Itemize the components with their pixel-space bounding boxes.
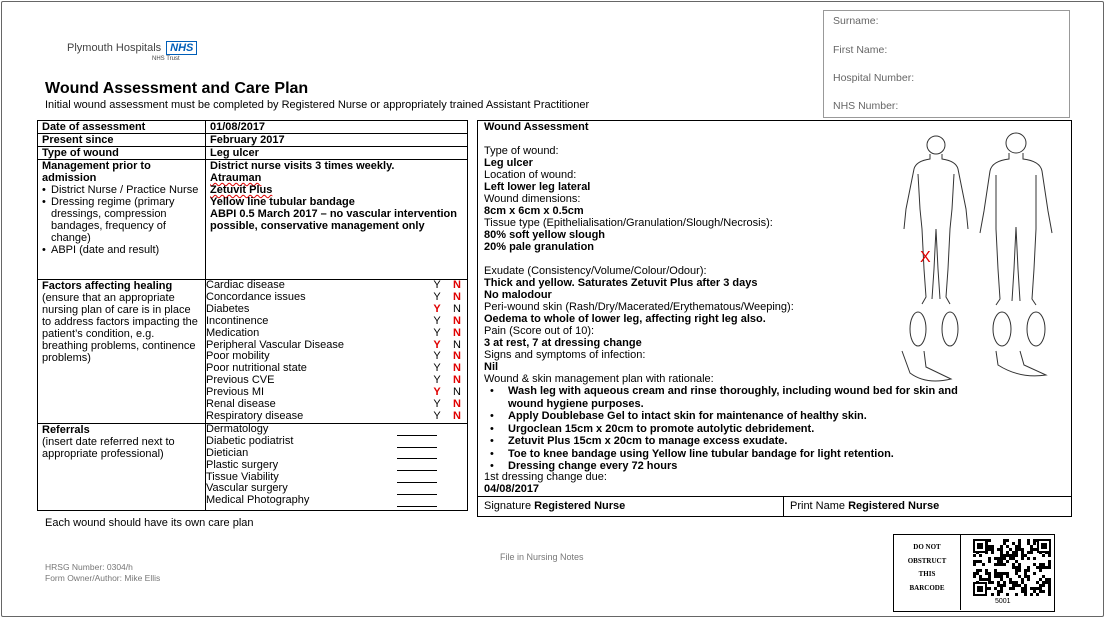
factor-no[interactable]: N bbox=[453, 279, 461, 291]
wound-assessment-box bbox=[477, 120, 1072, 517]
factor-name: Concordance issues bbox=[206, 290, 306, 303]
referral-date-line[interactable] bbox=[397, 448, 437, 460]
factor-yes[interactable]: Y bbox=[433, 409, 441, 422]
factor-name: Previous MI bbox=[206, 386, 265, 399]
barcode-notice-line: BARCODE bbox=[909, 583, 945, 592]
body-back-icon bbox=[980, 133, 1052, 305]
exudate-value-1: Thick and yellow. Saturates Zetuvit Plus after 3 days bbox=[484, 277, 758, 289]
wound-title: Wound Assessment bbox=[484, 121, 589, 133]
wound-type-value: Leg ulcer bbox=[484, 157, 533, 169]
factors-table bbox=[206, 280, 467, 423]
form-owner: Form Owner/Author: Mike Ellis bbox=[45, 573, 161, 583]
plan-item: • Dressing change every 72 hours bbox=[484, 460, 984, 473]
factor-yes[interactable]: Y bbox=[433, 386, 441, 399]
trust-label: NHS Trust bbox=[152, 56, 180, 62]
factor-no[interactable]: N bbox=[453, 290, 461, 303]
present-value: February 2017 bbox=[206, 134, 468, 147]
assessment-table bbox=[37, 120, 468, 511]
tissue-value-2: 20% pale granulation bbox=[484, 241, 595, 253]
factor-yes[interactable]: Y bbox=[433, 350, 441, 363]
mgmt-bullets bbox=[42, 184, 201, 256]
wound-type-label: Type of wound: bbox=[484, 145, 559, 157]
dimensions-label: Wound dimensions: bbox=[484, 193, 581, 205]
factor-yes[interactable]: Y bbox=[433, 279, 441, 291]
referral-name: Dietician bbox=[206, 446, 249, 459]
mgmt-line: Yellow line tubular bandage bbox=[210, 196, 355, 208]
page-title: Wound Assessment and Care Plan bbox=[45, 80, 309, 97]
factor-no[interactable]: N bbox=[453, 398, 461, 411]
patient-id-box bbox=[823, 10, 1070, 118]
referral-row bbox=[206, 424, 467, 436]
signature-row bbox=[477, 496, 1072, 517]
factor-row bbox=[206, 316, 467, 328]
factors-label: Factors affecting healing bbox=[42, 280, 173, 292]
factor-yes[interactable]: Y bbox=[433, 302, 441, 315]
mgmt-line: ABPI 0.5 March 2017 – no vascular intervention possible, conservative management only bbox=[210, 208, 457, 232]
feet-side-icon bbox=[902, 351, 1046, 381]
referral-row bbox=[206, 460, 467, 472]
nhs-number-field[interactable]: NHS Number: bbox=[833, 100, 899, 112]
peri-wound-value: Oedema to whole of lower leg, affecting right leg also. bbox=[484, 313, 766, 325]
pain-label: Pain (Score out of 10): bbox=[484, 325, 595, 337]
exudate-label: Exudate (Consistency/Volume/Colour/Odour): bbox=[484, 265, 707, 277]
factor-no[interactable]: N bbox=[453, 362, 461, 375]
factor-no[interactable]: N bbox=[453, 326, 461, 339]
barcode-box bbox=[893, 534, 1055, 612]
first-name-field[interactable]: First Name: bbox=[833, 44, 888, 56]
referral-name: Medical Photography bbox=[206, 494, 310, 507]
print-name-label: Print Name bbox=[790, 500, 846, 512]
barcode-notice-line: DO NOT bbox=[913, 543, 941, 551]
hospital-number-field[interactable]: Hospital Number: bbox=[833, 72, 915, 84]
location-value: Left lower leg lateral bbox=[484, 181, 591, 193]
factor-yes[interactable]: Y bbox=[433, 314, 441, 327]
dimensions-value: 8cm x 6cm x 0.5cm bbox=[484, 205, 584, 217]
factor-yes[interactable]: Y bbox=[433, 338, 441, 351]
referral-name: Plastic surgery bbox=[206, 458, 279, 471]
print-name-value[interactable]: Registered Nurse bbox=[848, 500, 940, 512]
mgmt-label: Management prior to admission bbox=[42, 160, 151, 184]
nhs-logo: NHS bbox=[166, 41, 197, 55]
present-label: Present since bbox=[38, 134, 206, 147]
factor-name: Medication bbox=[206, 326, 260, 339]
factor-name: Respiratory disease bbox=[206, 409, 304, 422]
plan-item: • Urgoclean 15cm x 20cm to promote autolytic debridement. bbox=[484, 423, 984, 436]
factor-no[interactable]: N bbox=[453, 386, 461, 399]
barcode-number: 5001 bbox=[995, 598, 1011, 605]
hrsg-number: HRSG Number: 0304/h bbox=[45, 562, 133, 572]
referrals-desc: (insert date referred next to appropriate professional) bbox=[42, 435, 175, 460]
wound-marker: X bbox=[920, 249, 931, 266]
referrals-table bbox=[206, 424, 467, 507]
referral-date-line[interactable] bbox=[397, 483, 437, 495]
type-label: Type of wound bbox=[38, 147, 206, 160]
barcode-notice-line: OBSTRUCT bbox=[907, 556, 947, 565]
referral-name: Vascular surgery bbox=[206, 482, 288, 495]
type-value: Leg ulcer bbox=[206, 147, 468, 160]
barcode-notice-line: THIS bbox=[918, 570, 936, 578]
mgmt-bullet: • Dressing regime (primary dressings, compression bandages, frequency of change) bbox=[42, 196, 201, 244]
exudate-value-2: No malodour bbox=[484, 289, 552, 301]
tissue-value-1: 80% soft yellow slough bbox=[484, 229, 606, 241]
factor-name: Previous CVE bbox=[206, 374, 275, 387]
referral-date-line[interactable] bbox=[397, 436, 437, 448]
org-name: Plymouth Hospitals bbox=[67, 42, 162, 54]
factor-row bbox=[206, 328, 467, 340]
factor-yes[interactable]: Y bbox=[433, 362, 441, 375]
referral-name: Diabetic podiatrist bbox=[206, 434, 294, 447]
factor-row bbox=[206, 411, 467, 423]
factor-name: Incontinence bbox=[206, 314, 269, 327]
factor-no[interactable]: N bbox=[453, 350, 461, 363]
infection-label: Signs and symptoms of infection: bbox=[484, 349, 646, 361]
factor-row bbox=[206, 304, 467, 316]
plan-list bbox=[484, 385, 984, 473]
qr-code-icon bbox=[973, 539, 1051, 597]
referral-row bbox=[206, 436, 467, 448]
signature-value[interactable]: Registered Nurse bbox=[534, 500, 626, 512]
mgmt-bullet: • ABPI (date and result) bbox=[42, 244, 201, 256]
tissue-label: Tissue type (Epithelialisation/Granulation/Slough/Necrosis): bbox=[484, 217, 773, 229]
barcode-notice bbox=[894, 535, 961, 610]
mgmt-line: District nurse visits 3 times weekly. bbox=[210, 160, 395, 172]
plan-label: Wound & skin management plan with rationale: bbox=[484, 373, 714, 385]
feet-soles-icon bbox=[910, 312, 1045, 346]
factor-name: Poor mobility bbox=[206, 350, 270, 363]
factors-desc: (ensure that an appropriate nursing plan of care is in place to address factors impacting the patient’s condition, e.g. breathing problems, continence problems) bbox=[42, 292, 198, 364]
referral-name: Tissue Viability bbox=[206, 470, 279, 483]
mgmt-line: Zetuvit Plus bbox=[210, 184, 273, 196]
care-plan-note: Each wound should have its own care plan bbox=[45, 517, 254, 529]
referral-date-line[interactable] bbox=[397, 460, 437, 472]
date-label: Date of assessment bbox=[38, 121, 206, 134]
signature-label: Signature bbox=[484, 500, 532, 512]
factor-no[interactable]: N bbox=[453, 374, 461, 387]
page-subtitle: Initial wound assessment must be completed by Registered Nurse or appropriately trained Assistant Practitioner bbox=[45, 99, 590, 111]
plan-item: • Zetuvit Plus 15cm x 20cm to manage excess exudate. bbox=[484, 435, 984, 448]
peri-wound-label: Peri-wound skin (Rash/Dry/Macerated/Erythematous/Weeping): bbox=[484, 301, 794, 313]
factor-yes[interactable]: Y bbox=[433, 290, 441, 303]
factor-name: Renal disease bbox=[206, 398, 276, 411]
factor-name: Poor nutritional state bbox=[206, 362, 307, 375]
factor-no[interactable]: N bbox=[453, 302, 461, 315]
location-label: Location of wound: bbox=[484, 169, 577, 181]
factor-yes[interactable]: Y bbox=[433, 374, 441, 387]
referral-row bbox=[206, 448, 467, 460]
mgmt-line: Atrauman bbox=[210, 172, 262, 184]
pain-value: 3 at rest, 7 at dressing change bbox=[484, 337, 642, 349]
plan-item: • Toe to knee bandage using Yellow line tubular bandage for light retention. bbox=[484, 448, 984, 461]
referral-date-line[interactable] bbox=[397, 424, 437, 436]
org-logo bbox=[67, 41, 197, 55]
factor-no[interactable]: N bbox=[453, 338, 461, 351]
due-label: 1st dressing change due: bbox=[484, 471, 607, 483]
body-front-icon bbox=[904, 136, 968, 304]
infection-value: Nil bbox=[484, 361, 499, 373]
factor-name: Peripheral Vascular Disease bbox=[206, 338, 344, 351]
body-diagram bbox=[896, 129, 1066, 389]
referral-date-line[interactable] bbox=[397, 495, 437, 507]
factor-no[interactable]: N bbox=[453, 314, 461, 327]
mgmt-bullet: • District Nurse / Practice Nurse bbox=[42, 184, 201, 196]
referrals-label: Referrals bbox=[42, 423, 90, 436]
factor-name: Cardiac disease bbox=[206, 279, 285, 291]
due-value: 04/08/2017 bbox=[484, 483, 540, 495]
factor-yes[interactable]: Y bbox=[433, 398, 441, 411]
factor-no[interactable]: N bbox=[453, 409, 461, 422]
file-note: File in Nursing Notes bbox=[500, 552, 584, 562]
factor-name: Diabetes bbox=[206, 302, 250, 315]
plan-item: • Apply Doublebase Gel to intact skin for maintenance of healthy skin. bbox=[484, 410, 984, 423]
surname-field[interactable]: Surname: bbox=[833, 15, 879, 27]
factor-yes[interactable]: Y bbox=[433, 326, 441, 339]
date-value: 01/08/2017 bbox=[206, 121, 468, 134]
referral-row bbox=[206, 495, 467, 507]
referral-date-line[interactable] bbox=[397, 472, 437, 484]
plan-item: • Wash leg with aqueous cream and rinse thoroughly, including wound bed for skin and wound hygiene purposes. bbox=[484, 385, 984, 410]
referral-name: Dermatology bbox=[206, 422, 269, 435]
